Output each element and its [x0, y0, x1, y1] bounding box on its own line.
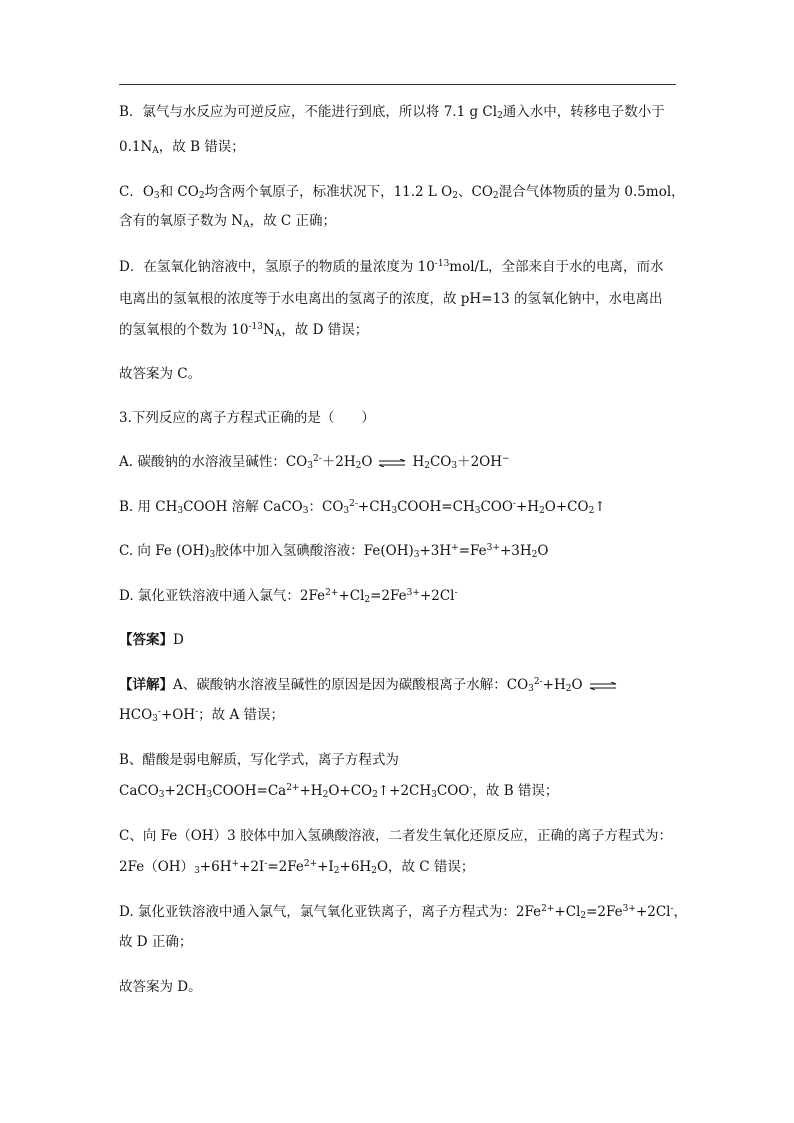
equilibrium-arrow-icon	[589, 682, 617, 690]
question-3-option-a: A. 碳酸钠的水溶液呈碱性：$CO_3^{2-}+2H_2O$ $H_2CO_3+2OH^-$	[119, 454, 510, 471]
explain-b-line-1: B．氯气与水反应为可逆反应，不能进行到底，所以将 7.1 g $Cl_2$通入水中，转移电子数小于	[119, 104, 665, 121]
detail-a-line-1: 【详解】A、碳酸钠水溶液呈碱性的原因是因为碳酸根离子水解：$CO_3^{2-}+H_2O$	[119, 676, 623, 694]
header-rule	[119, 84, 676, 85]
question-3-option-d: D. 氯化亚铁溶液中通入氯气：$2Fe^{2+}+Cl_2=2Fe^{3+}+2Cl^-$	[119, 588, 458, 605]
detail-b-line-1: B、醋酸是弱电解质，写化学式，离子方程式为	[119, 752, 399, 768]
answer-line	[119, 631, 184, 649]
explain-b-line-2: $0.1N_A$，故 B 错误；	[119, 139, 245, 156]
detail-b-line-2: $CaCO_3+2CH_3COOH=Ca^{2+}+H_2O+CO_2↑+2CH_3COO^-$，故 B 错误；	[119, 783, 559, 800]
detail-c-line-1: C、向 Fe（OH）3 胶体中加入氢碘酸溶液，二者发生氧化还原反应，正确的离子方程式为：	[119, 828, 672, 844]
detail-label: 【详解】	[119, 677, 173, 693]
answer-label: 【答案】	[119, 632, 173, 648]
question-3-option-b: B. 用 $CH_3COOH$ 溶解 CaCO$_3$：$CO_3^{2-}+CH_3COOH=CH_3COO^-+H_2O+CO_2↑$	[119, 499, 606, 516]
answer-value: D	[173, 632, 184, 648]
detail-c-line-2: $2Fe(OH)_3+6H^++2I^-=2Fe^{2+}+I_2+6H_2O$，故 C 错误；	[119, 859, 475, 876]
explain-d-line-2: 电离出的氢氧根的浓度等于水电离出的氢离子的浓度，故 pH=13 的氢氧化钠中，水电离出	[119, 291, 663, 307]
explain-d-line-1: D．在氢氧化钠溶液中，氢原子的物质的量浓度为 $10^{-13}mol/L$，全部来自于水的电离，而水	[119, 259, 664, 275]
explain-c-line-1: C．$O_3$和 $CO_2$均含两个氧原子，标准状况下，11.2 L $O_2$、$CO_2$混合气体物质的量为 0.5mol，	[119, 184, 685, 201]
detail-d-line-2: 故 D 正确；	[119, 934, 193, 950]
explain-c-line-2: 含有的氧原子数为 $N_A$，故 C 正确；	[119, 213, 337, 230]
detail-a-line-2: $HCO_3^-+OH^-$；故 A 错误；	[119, 707, 284, 724]
equilibrium-arrow-icon	[378, 459, 406, 467]
explain-d-line-3: 的氢氧根的个数为 $10^{-13}N_A$，故 D 错误；	[119, 322, 369, 339]
answer-summary-d: 故答案为 D。	[119, 979, 202, 995]
detail-d-line-1: D. 氯化亚铁溶液中通入氯气，氯气氧化亚铁离子，离子方程式为：$2Fe^{2+}+Cl_2=2Fe^{3+}+2Cl^-$，	[119, 904, 688, 921]
question-3-option-c: C. 向 Fe $(OH)_3$胶体中加入氢碘酸溶液：$Fe(OH)_3+3H^+=Fe^{3+}+3H_2O$	[119, 543, 549, 560]
answer-summary-c: 故答案为 C。	[119, 366, 202, 382]
question-3-stem: 3.下列反应的离子方程式正确的是（ ）	[119, 410, 375, 426]
